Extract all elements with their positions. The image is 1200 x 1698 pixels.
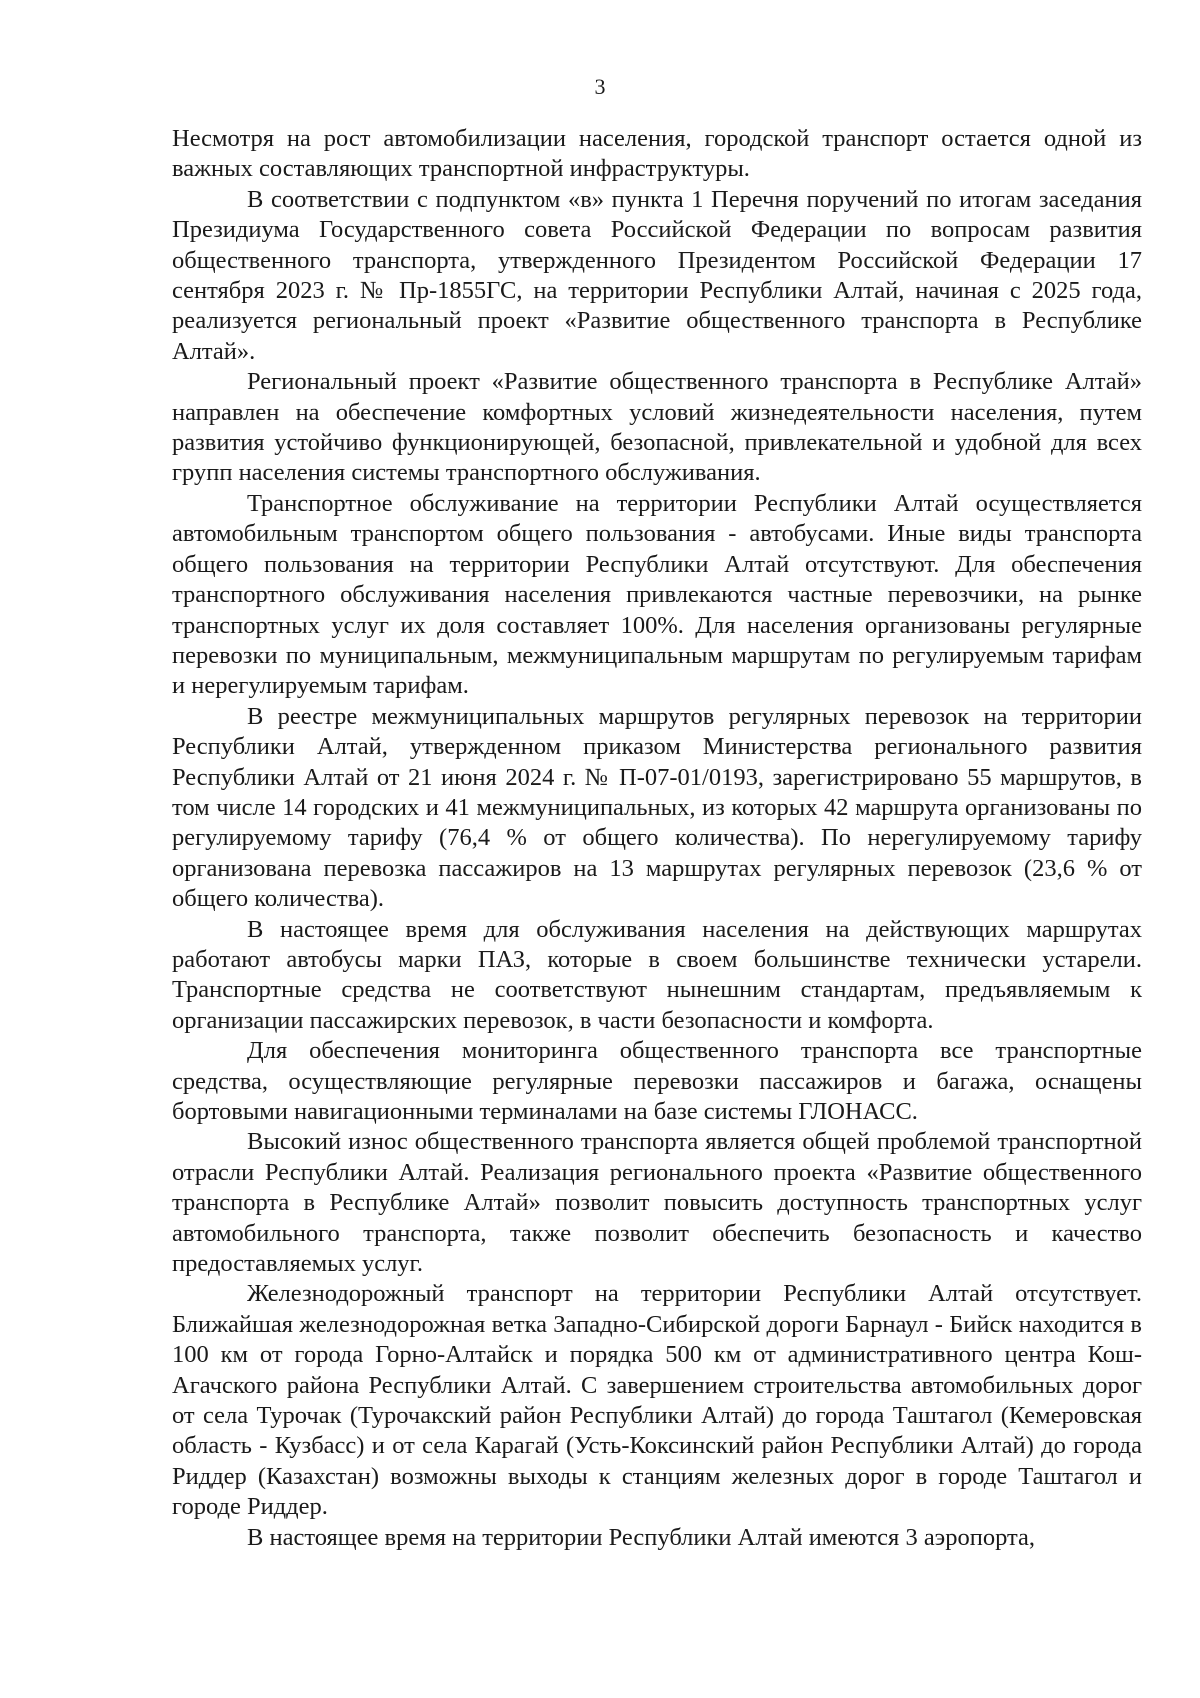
paragraph: Несмотря на рост автомобилизации населения, городской транспорт остается одной из важных составляющих транспортной инфраструктуры. <box>172 125 1142 183</box>
paragraph: В настоящее время на территории Республики Алтай имеются 3 аэропорта, <box>247 1523 1035 1551</box>
page-number: 3 <box>594 74 606 99</box>
document-body <box>172 124 1142 1553</box>
paragraph: Региональный проект «Развитие общественного транспорта в Республике Алтай» направлен на обеспечение комфортных условий жизнедеятельности населения, путем развития устойчиво функционирующей, безопасной, привлекательной и удобной для всех групп населения системы транспортного обслуживания. <box>172 368 1142 487</box>
paragraph: Транспортное обслуживание на территории Республики Алтай осуществляется автомобильным транспортом общего пользования - автобусами. Иные виды транспорта общего пользования на территории Республики Алтай отсутствуют. Для обеспечения транспортного обслуживания населения привлекаются частные перевозчики, на рынке транспортных услуг их доля составляет 100%. Для населения организованы регулярные перевозки по муниципальным, межмуниципальным маршрутам по регулируемым тарифам и нерегулируемым тарифам. <box>172 489 1142 700</box>
paragraph: Высокий износ общественного транспорта является общей проблемой транспортной отрасли Республики Алтай. Реализация регионального проекта «Развитие общественного транспорта в Республике Алтай» позволит повысить доступность транспортных услуг автомобильного транспорта, также позволит обеспечить безопасность и качество предоставляемых услуг. <box>172 1128 1142 1278</box>
paragraph: В реестре межмуниципальных маршрутов регулярных перевозок на территории Республики Алтай, утвержденном приказом Министерства регионального развития Республики Алтай от 21 июня 2024 г. № П-07-01/0193, зарегистрировано 55 маршрутов, в том числе 14 городских и 41 межмуниципальных, из которых 42 маршрута организованы по регулируемому тарифу (76,4 % от общего количества). По нерегулируемому тарифу организована перевозка пассажиров на 13 маршрутах регулярных перевозок (23,6 % от общего количества). <box>172 702 1142 913</box>
paragraph: Для обеспечения мониторинга общественного транспорта все транспортные средства, осуществляющие регулярные перевозки пассажиров и багажа, оснащены бортовыми навигационными терминалами на базе системы ГЛОНАСС. <box>172 1037 1142 1125</box>
paragraph: Железнодорожный транспорт на территории Республики Алтай отсутствует. Ближайшая железнодорожная ветка Западно-Сибирской дороги Барнаул - Бийск находится в 100 км от города Горно-Алтайск и порядка 500 км от административного центра Кош-Агачского района Республики Алтай. С завершением строительства автомобильных дорог от села Турочак (Турочакский район Республики Алтай) до города Таштагол (Кемеровская область - Кузбасс) и от села Карагай (Усть-Коксинский район Республики Алтай) до города Риддер (Казахстан) возможны выходы к станциям железных дорог в городе Таштагол и городе Риддер. <box>172 1280 1142 1521</box>
paragraph: В настоящее время для обслуживания населения на действующих маршрутах работают автобусы марки ПАЗ, которые в своем большинстве технически устарели. Транспортные средства не соответствуют нынешним стандартам, предъявляемым к организации пассажирских перевозок, в части безопасности и комфорта. <box>172 915 1142 1034</box>
paragraph: В соответствии с подпунктом «в» пункта 1 Перечня поручений по итогам заседания Президиума Государственного совета Российской Федерации по вопросам развития общественного транспорта, утвержденного Президентом Российской Федерации 17 сентября 2023 г. № Пр-1855ГС, на территории Республики Алтай, начиная с 2025 года, реализуется региональный проект «Развитие общественного транспорта в Республике Алтай». <box>172 185 1142 365</box>
